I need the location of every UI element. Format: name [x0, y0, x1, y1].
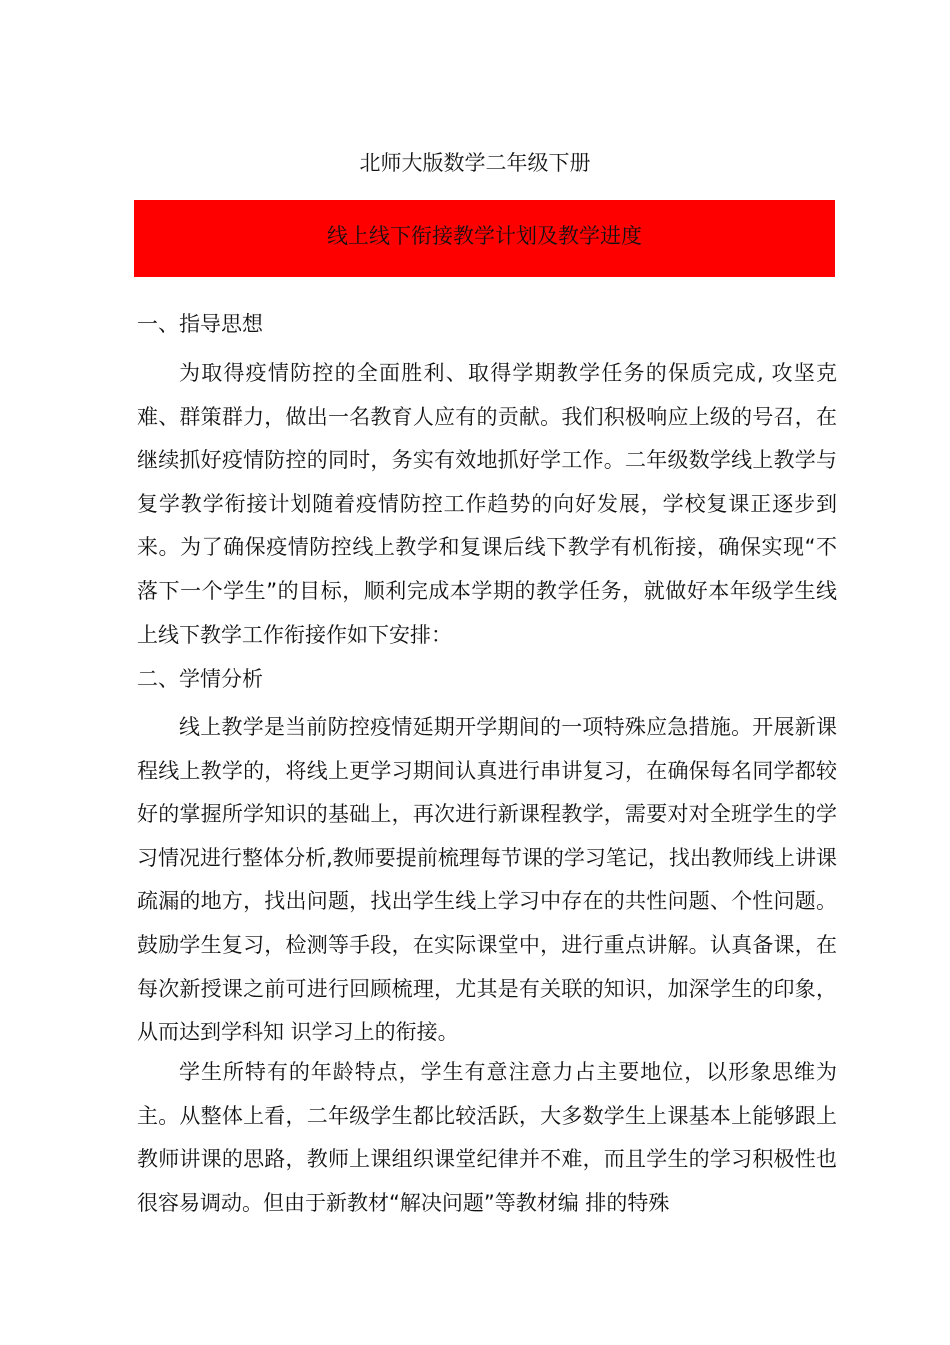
section-heading-learning-analysis: 二、学情分析 [137, 667, 263, 691]
section-paragraph: 为取得疫情防控的全面胜利、取得学期教学任务的保质完成, 攻坚克难、群策群力，做出一名教育人应有的贡献。我们积极响应上级的号召，在继续抓好疫情防控的同时，务实有效地抓好学工作。二年级数学线上教学与复学教学衔接计划随着疫情防控工作趋势的向好发展，学校复课正逐步到来。为了确保疫情防控线上教学和复课后线下教学有机衔接，确保实现“不落下一个学生”的目标，顺利完成本学期的教学任务，就做好本年级学生线上线下教学工作衔接作如下安排： [137, 361, 837, 647]
section-paragraph: 线上教学是当前防控疫情延期开学期间的一项特殊应急措施。开展新课程线上教学的，将线上更学习期间认真进行串讲复习，在确保每名同学都较好的掌握所学知识的基础上，再次进行新课程教学，需要对对全班学生的学习情况进行整体分析,教师要提前梳理每节课的学习笔记，找出教师线上讲课疏漏的地方，找出问题，找出学生线上学习中存在的共性问题、个性问题。鼓励学生复习，检测等手段，在实际课堂中，进行重点讲解。认真备课，在每次新授课之前可进行回顾梳理，尤其是有关联的知识，加深学生的印象，从而达到学科知 识学习上的衔接。 [137, 715, 837, 1045]
document-title: 北师大版数学二年级下册 [359, 151, 591, 175]
section-paragraph: 学生所特有的年龄特点，学生有意注意力占主要地位，以形象思维为主。从整体上看，二年级学生都比较活跃，大多数学生上课基本上能够跟上教师讲课的思路，教师上课组织课堂纪律并不难，而且学生的学习积极性也很容易调动。但由于新教材“解决问题”等教材编 排的特殊 [137, 1060, 837, 1215]
title-banner [134, 200, 835, 277]
section-heading-guiding-ideology: 一、指导思想 [137, 312, 263, 336]
banner-title: 线上线下衔接教学计划及教学进度 [327, 224, 642, 248]
